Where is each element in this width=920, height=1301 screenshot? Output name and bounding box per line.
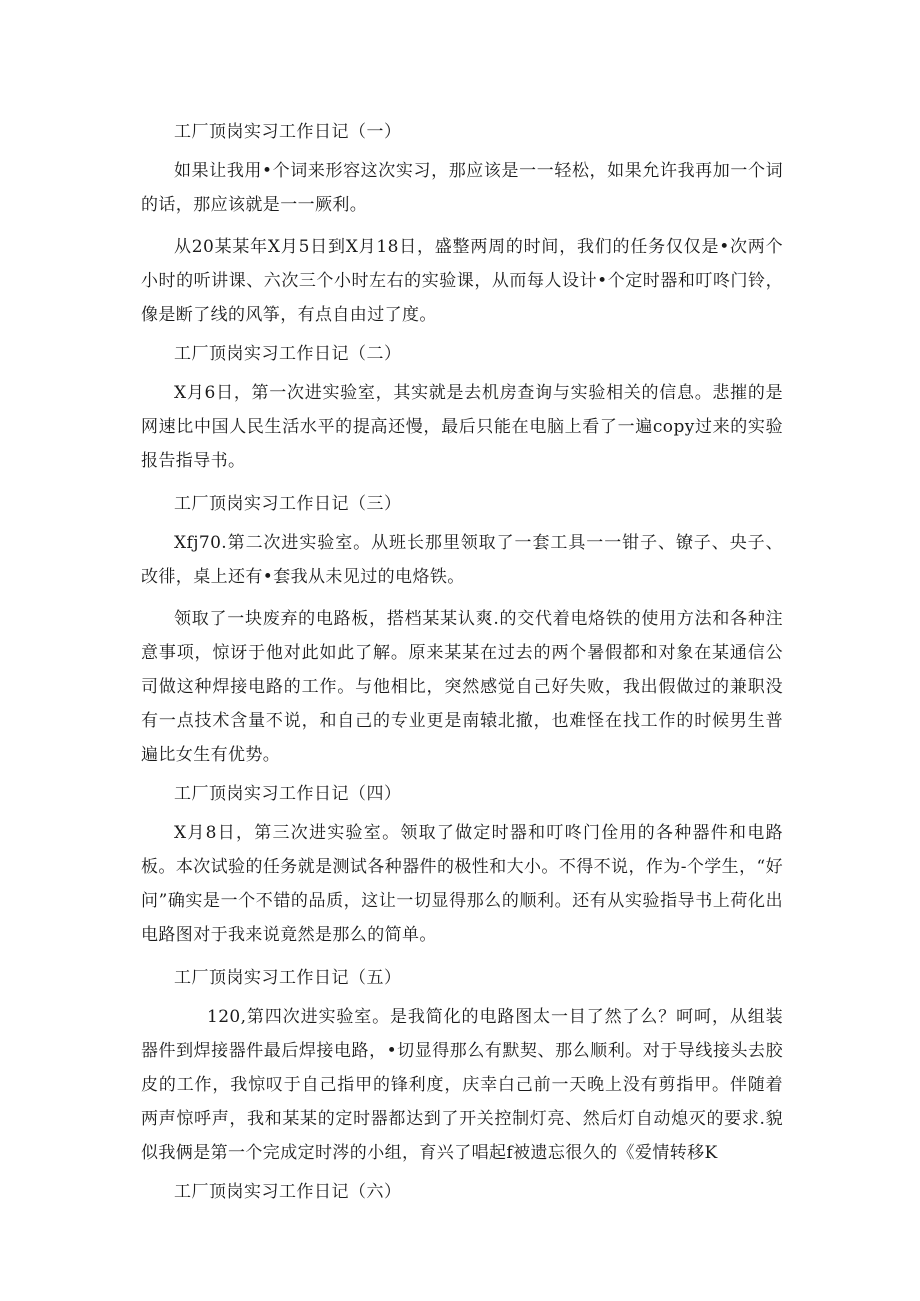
section-heading-2: 工厂顶岗实习工作日记（二） (174, 344, 402, 364)
paragraph: X月8日，第三次进实验室。领取了做定时器和叮咚门佺用的各种器件和电路板。本次试验的任务就是测试各种器件的极性和大小。不得不说，作为-个学生，“好问”确实是一个不错的品质，这让一切显得那么的顺利。还有从实验指导书上荷化出电路图对于我来说竟然是那么的简单。 (141, 823, 783, 945)
paragraph: 从20某某年X月5日到X月18日，盛整两周的时间，我们的任务仅仅是•次两个小时的听讲课、六次三个小时左右的实验课，从而每人设计•个定时器和叮咚门铃，像是断了线的风筝，有点自由过了度。 (141, 237, 783, 325)
paragraph: Xfj70.第二次进实验室。从班长那里领取了一套工具一一钳子、镣子、央子、改徘，桌上还有•套我从未见过的电烙铁。 (141, 533, 783, 587)
section-heading-6: 工厂顶岗实习工作日记（六） (174, 1182, 402, 1202)
document-page (141, 118, 783, 1206)
paragraph: 120,第四次进实验室。是我简化的电路图太一目了然了么？呵呵，从组装器件到焊接器件最后焊接电路，•切显得那么有默契、那么顺利。对于导线接头去胶皮的工作，我惊叹于自己指甲的锋利度，庆幸白己前一天晚上没有剪指甲。伴随着两声惊呼声，我和某某的定时器都达到了开关控制灯亮、然后灯自动熄灭的要求.貌似我俩是第一个完成定时涔的小组，育兴了唱起f被遗忘很久的《爱情转移K (141, 1007, 783, 1163)
section-heading-1: 工厂顶岗实习工作日记（一） (174, 122, 402, 142)
paragraph: 领取了一块废弃的电路板，搭档某某认爽.的交代着电烙铁的使用方法和各种注意事项，惊讶于他对此如此了解。原来某某在过去的两个暑假都和对象在某通信公司做这种焊接电路的工作。与他相比，突然感觉自己好失败，我出假做过的兼职没有一点技术含量不说，和自己的专业更是南辕北撤，也难怪在找工作的时候男生普遍比女生有优势。 (141, 609, 783, 765)
paragraph: X月6日，第一次进实验室，其实就是去机房查询与实验相关的信息。悲摧的是网速比中国人民生活水平的提高还慢，最后只能在电脑上看了一遍copy过来的实验报告指导书。 (141, 383, 783, 471)
section-heading-3: 工厂顶岗实习工作日记（三） (174, 494, 402, 514)
section-heading-4: 工厂顶岗实习工作日记（四） (174, 784, 402, 804)
section-heading-5: 工厂顶岗实习工作日记（五） (174, 968, 402, 988)
paragraph: 如果让我用•个词来形容这次实习，那应该是一一轻松，如果允许我再加一个词的话，那应该就是一一厥利。 (141, 161, 783, 215)
